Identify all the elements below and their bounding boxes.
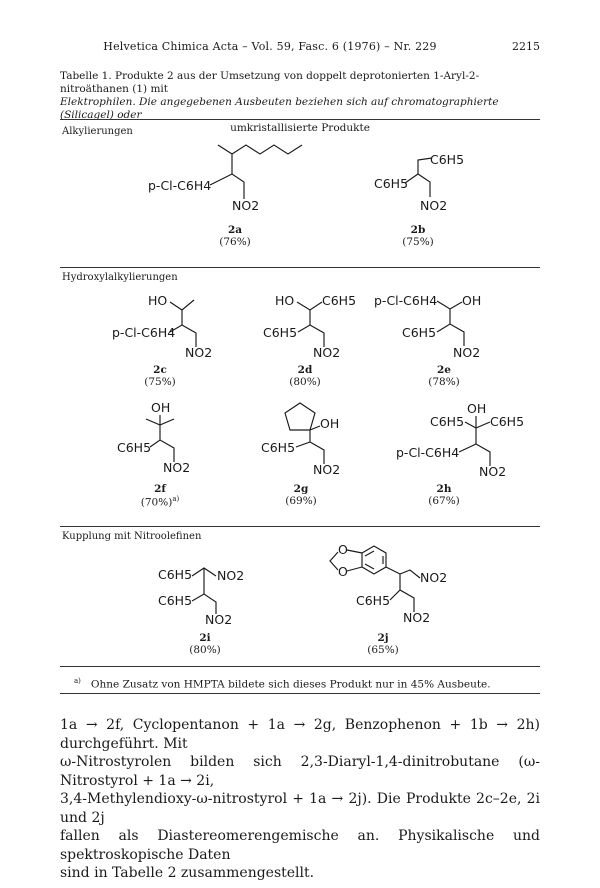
compound-yield: (78%) bbox=[428, 376, 460, 388]
footnote-mark: a) bbox=[74, 677, 81, 685]
compound-label: 2c bbox=[153, 364, 167, 376]
body-line: ω-Nitrostyrolen bilden sich 2,3-Diaryl-1,4-dinitrobutane (ω-Nitrostyrol + 1a → 2i, bbox=[60, 754, 540, 789]
bond-chain bbox=[298, 325, 324, 347]
bond-chain bbox=[437, 301, 462, 309]
structure-2a bbox=[148, 145, 302, 213]
compound-yield: (80%) bbox=[189, 644, 221, 656]
bond-chain bbox=[405, 174, 430, 197]
group-c6h5: C6H5 bbox=[117, 440, 152, 455]
bond-chain bbox=[347, 567, 362, 571]
bond-chain bbox=[232, 145, 302, 154]
bond-double bbox=[365, 551, 374, 556]
group-oh: OH bbox=[151, 400, 171, 415]
group-no2: NO2 bbox=[453, 345, 481, 360]
structure-2c bbox=[112, 293, 212, 360]
bond-chain bbox=[386, 567, 420, 578]
body-line: 3,4-Methylendioxy-ω-nitrostyrol + 1a → 2j). Die Produkte 2c–2e, 2i und 2j bbox=[60, 791, 540, 826]
compound-2a bbox=[195, 224, 275, 248]
group-oh: OH bbox=[467, 401, 487, 416]
group-c6h5: C6H5 bbox=[263, 325, 298, 340]
caption-line-2: Elektrophilen. Die angegebenen Ausbeuten beziehen sich auf chromatographierte (Silicagel) oder bbox=[60, 96, 499, 121]
page-number: 2215 bbox=[512, 40, 540, 53]
group-no2: NO2 bbox=[205, 612, 233, 627]
group-c6h5: C6H5 bbox=[490, 414, 525, 429]
group-no2: NO2 bbox=[479, 464, 507, 479]
compound-yield: (76%) bbox=[219, 236, 251, 248]
footnote-ref: a) bbox=[172, 495, 180, 503]
bond-double bbox=[365, 564, 374, 569]
compound-2e bbox=[404, 364, 484, 388]
group-c6h5: C6H5 bbox=[158, 567, 193, 582]
group-pclc6h4: p-Cl-C6H4 bbox=[374, 293, 438, 308]
group-no2: NO2 bbox=[232, 198, 260, 213]
compound-label: 2h bbox=[436, 483, 452, 495]
structure-2e bbox=[374, 293, 481, 360]
compound-2b bbox=[378, 224, 458, 248]
compound-label: 2f bbox=[154, 483, 166, 495]
body-line: 1a → 2f, Cyclopentanon + 1a → 2g, Benzophenon + 1b → 2h) durchgeführt. Mit bbox=[60, 717, 540, 752]
group-o: O bbox=[338, 542, 348, 557]
table-footnote bbox=[74, 677, 491, 691]
caption-line-1: Tabelle 1. Produkte 2 aus der Umsetzung von doppelt deprotonierten 1-Aryl-2-nitroäthanen (1) mit bbox=[60, 70, 480, 95]
group-c6h5: C6H5 bbox=[402, 325, 437, 340]
group-c6h5: C6H5 bbox=[430, 414, 465, 429]
structure-2d bbox=[263, 293, 356, 360]
compound-label: 2i bbox=[199, 632, 211, 644]
benzene-ring bbox=[362, 546, 386, 574]
compound-2f bbox=[120, 483, 200, 509]
section-hydroxylalkylierungen: Hydroxylalkylierungen bbox=[62, 272, 178, 283]
structure-2b bbox=[374, 152, 464, 213]
bond-chain bbox=[218, 145, 232, 174]
bond-chain bbox=[459, 444, 490, 466]
cyclopentane-ring bbox=[285, 403, 315, 430]
bond-chain bbox=[347, 550, 362, 553]
bond-chain bbox=[192, 594, 216, 614]
bond-chain bbox=[296, 442, 324, 464]
group-pclc6h4: p-Cl-C6H4 bbox=[148, 178, 212, 193]
compound-2i bbox=[165, 632, 245, 656]
compound-yield: (75%) bbox=[144, 376, 176, 388]
structure-2i bbox=[158, 567, 244, 627]
section-alkylierungen: Alkylierungen bbox=[62, 126, 133, 137]
compound-label: 2e bbox=[437, 364, 451, 376]
compound-yield: (75%) bbox=[402, 236, 434, 248]
bond-chain bbox=[330, 552, 338, 570]
footnote-text: Ohne Zusatz von HMPTA bildete sich dieses Produkt nur in 45% Ausbeute. bbox=[90, 678, 491, 691]
group-oh: OH bbox=[462, 293, 482, 308]
group-c6h5: C6H5 bbox=[430, 152, 465, 167]
caption-line-3: umkristallisierte Produkte bbox=[230, 122, 370, 134]
compound-label: 2g bbox=[293, 483, 309, 495]
body-line: sind in Tabelle 2 zusammengestellt. bbox=[60, 865, 315, 881]
group-no2: NO2 bbox=[420, 570, 448, 585]
group-ho: HO bbox=[275, 293, 295, 308]
bond-chain bbox=[210, 174, 244, 199]
compound-2c bbox=[120, 364, 200, 388]
compound-yield: (80%) bbox=[289, 376, 321, 388]
bond-chain bbox=[170, 300, 194, 310]
compound-label: 2d bbox=[297, 364, 313, 376]
compound-label: 2b bbox=[410, 224, 426, 236]
group-c6h5: C6H5 bbox=[356, 593, 391, 608]
group-no2: NO2 bbox=[313, 462, 341, 477]
group-no2: NO2 bbox=[163, 460, 191, 475]
journal-title: Helvetica Chimica Acta – Vol. 59, Fasc. 6 (1976) – Nr. 229 bbox=[103, 40, 437, 53]
section-kupplung: Kupplung mit Nitroolefinen bbox=[62, 531, 202, 542]
compound-2g bbox=[261, 483, 341, 507]
bond-chain bbox=[437, 324, 464, 346]
compound-yield: (70%) bbox=[140, 496, 173, 509]
bond-chain bbox=[390, 590, 414, 612]
compound-label: 2a bbox=[227, 224, 243, 236]
compound-label: 2j bbox=[377, 632, 389, 644]
structure-2f bbox=[117, 400, 190, 475]
compound-yield: (65%) bbox=[367, 644, 399, 656]
body-line: fallen als Diastereomerengemische an. Physikalische und spektroskopische Daten bbox=[60, 828, 540, 863]
structure-2g bbox=[261, 403, 340, 477]
compound-yield: (69%) bbox=[285, 495, 317, 507]
group-c6h5: C6H5 bbox=[374, 176, 409, 191]
compound-2h bbox=[404, 483, 484, 507]
group-no2: NO2 bbox=[185, 345, 213, 360]
compound-2d bbox=[265, 364, 345, 388]
group-c6h5: C6H5 bbox=[158, 593, 193, 608]
compound-yield: (67%) bbox=[428, 495, 460, 507]
structure-2j bbox=[330, 542, 447, 625]
group-no2: NO2 bbox=[403, 610, 431, 625]
structure-2h bbox=[396, 401, 524, 479]
group-c6h5: C6H5 bbox=[261, 440, 296, 455]
bond-chain bbox=[297, 302, 322, 310]
compound-2j bbox=[343, 632, 423, 656]
group-pclc6h4: p-Cl-C6H4 bbox=[396, 445, 460, 460]
body-paragraph bbox=[60, 716, 540, 883]
group-o: O bbox=[338, 564, 348, 579]
group-oh: OH bbox=[320, 416, 340, 431]
group-pclc6h4: p-Cl-C6H4 bbox=[112, 325, 176, 340]
group-no2: NO2 bbox=[420, 198, 448, 213]
group-c6h5: C6H5 bbox=[322, 293, 357, 308]
group-no2: NO2 bbox=[217, 568, 245, 583]
group-no2: NO2 bbox=[313, 345, 341, 360]
bond-chain bbox=[150, 440, 174, 462]
group-ho: HO bbox=[148, 293, 168, 308]
bond-chain bbox=[465, 422, 490, 428]
